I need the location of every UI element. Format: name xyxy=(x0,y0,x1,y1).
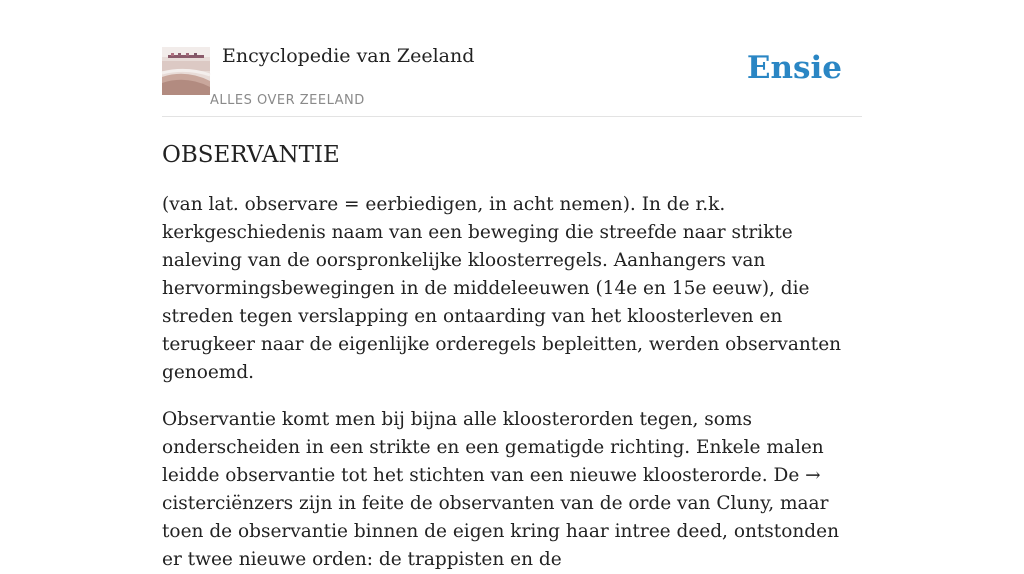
site-avatar[interactable] xyxy=(162,47,210,95)
cross-reference-link[interactable]: → cisterciënzers xyxy=(162,465,821,514)
site-header xyxy=(162,0,862,117)
site-title[interactable]: Encyclopedie van Zeeland xyxy=(222,45,475,67)
avatar-image xyxy=(162,47,210,95)
article-paragraph: (van lat. observare = eerbiedigen, in acht nemen). In de r.k. kerkgeschiedenis naam van een beweging die streefde naar strikte naleving van de oorspronkelijke kloosterregels. Aanhangers van hervormingsbewegingen in de middeleeuwen (14e en 15e eeuw), die streden tegen verslapping en ontaarding van het kloosterleven en terugkeer naar de eigenlijke orderegels bepleitten, werden observanten genoemd. xyxy=(162,194,842,383)
paragraph-text: zijn in feite de observanten van de orde van Cluny, maar toen de observantie binnen de eigen kring haar intree deed, ontstonden er twee nieuwe orden: de trappisten en de xyxy=(162,493,839,570)
site-subtitle: ALLES OVER ZEELAND xyxy=(210,93,365,108)
article-content xyxy=(162,138,862,574)
paragraph-text: Observantie komt men bij bijna alle kloosterorden tegen, soms onderscheiden in een strikte en een gematigde richting. Enkele malen leidde observantie tot het stichten van een nieuwe kloosterorde. De xyxy=(162,409,824,486)
article-paragraph xyxy=(162,406,862,574)
article-title: OBSERVANTIE xyxy=(162,142,340,168)
brand-logo-link[interactable]: Ensie xyxy=(746,50,842,86)
